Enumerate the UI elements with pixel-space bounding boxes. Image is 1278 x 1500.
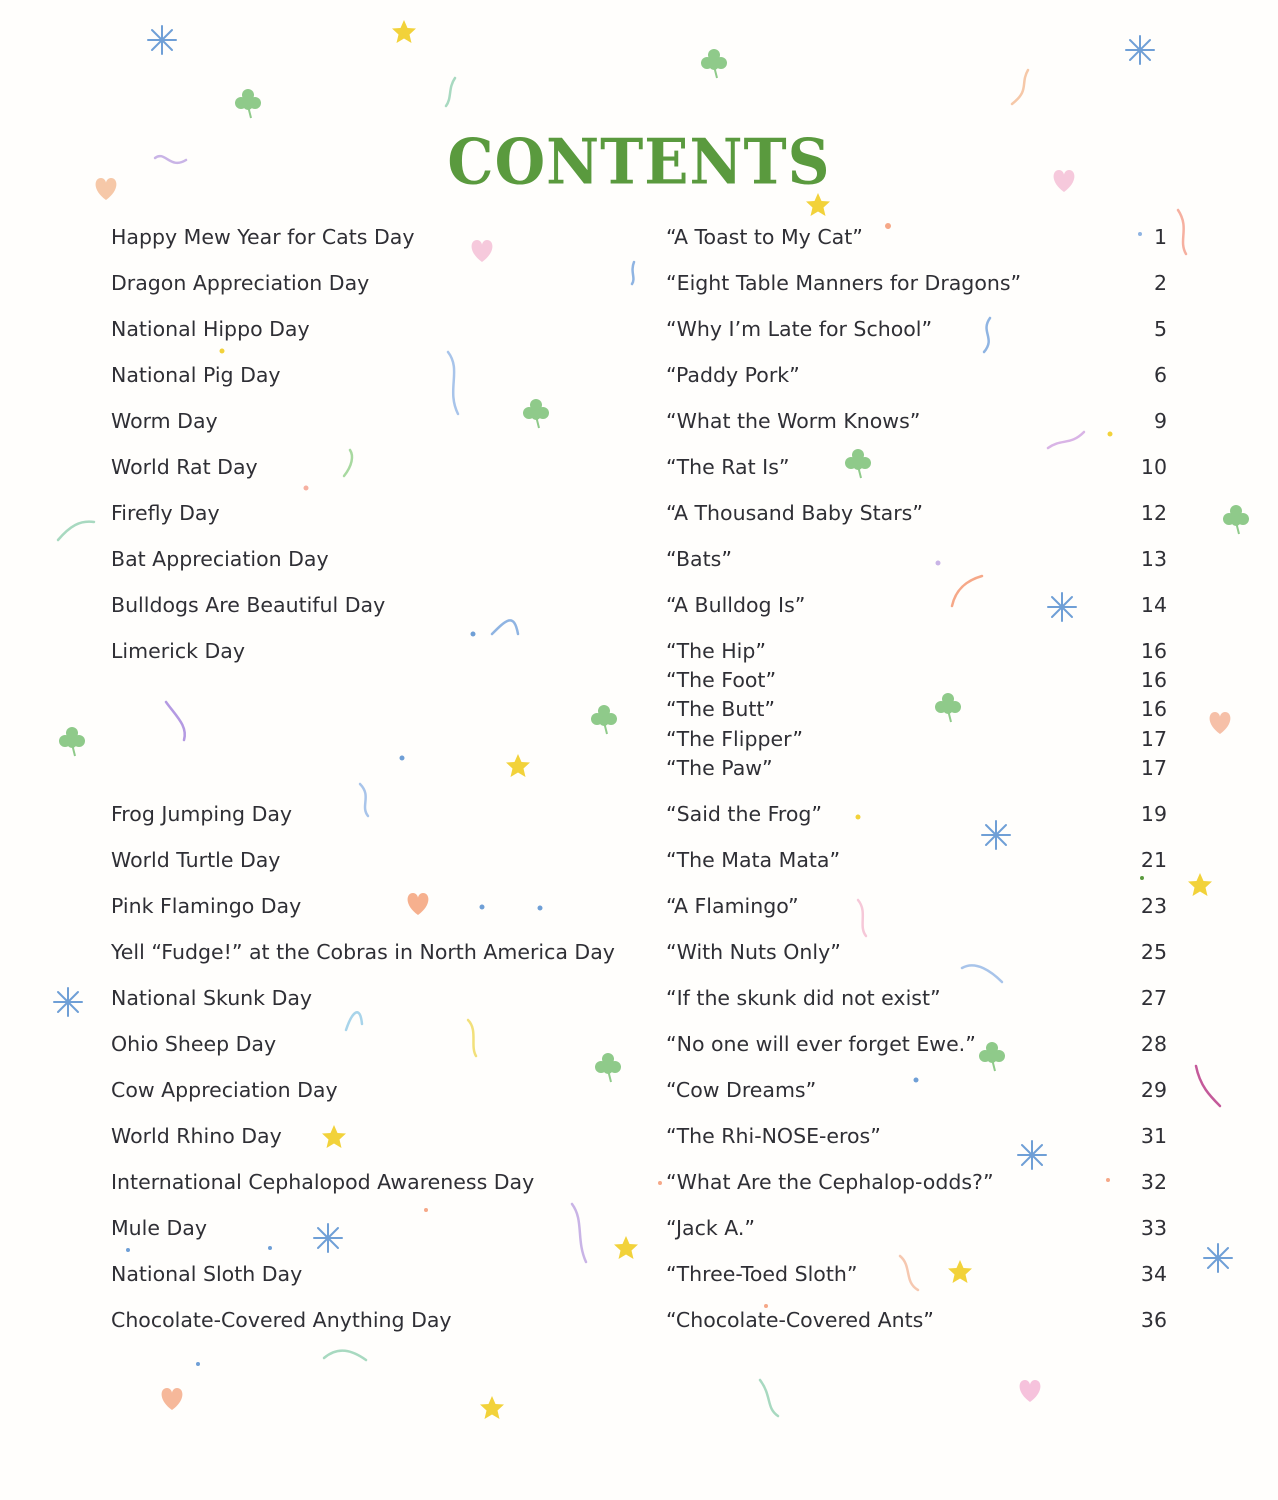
entry-page-number: 31 (1140, 1124, 1167, 1148)
contents-entry (0, 498, 1278, 528)
entry-poem-title: “Cow Dreams” (666, 1078, 817, 1102)
contents-entry (0, 360, 1278, 390)
entry-poem-title: “The Foot” (666, 668, 777, 692)
contents-entry (0, 845, 1278, 875)
contents-entry (0, 222, 1278, 252)
heart-icon (162, 1388, 183, 1410)
entry-day-name: Dragon Appreciation Day (111, 271, 370, 295)
entry-poem-title: “A Bulldog Is” (666, 593, 806, 617)
page-title: CONTENTS (447, 125, 831, 199)
contents-entry (0, 1259, 1278, 1289)
entry-page-number: 21 (1140, 848, 1167, 872)
contents-entry (0, 1075, 1278, 1105)
entry-day-name: World Rhino Day (111, 1124, 282, 1148)
entry-page-number: 36 (1140, 1308, 1167, 1332)
contents-entry (0, 1121, 1278, 1151)
entry-poem-title: “Chocolate-Covered Ants” (666, 1308, 934, 1332)
contents-entry (0, 314, 1278, 344)
entry-page-number: 16 (1140, 639, 1167, 663)
contents-entry (0, 452, 1278, 482)
entry-page-number: 17 (1140, 727, 1167, 751)
entry-day-name: Bulldogs Are Beautiful Day (111, 593, 386, 617)
entry-day-name: Happy Mew Year for Cats Day (111, 225, 415, 249)
snowflake-icon (148, 26, 176, 54)
entry-page-number: 6 (1153, 363, 1167, 387)
clover-icon (701, 49, 727, 78)
entry-poem-title: “The Hip” (666, 639, 767, 663)
clover-icon (235, 89, 261, 118)
entry-day-name: Chocolate-Covered Anything Day (111, 1308, 452, 1332)
entry-day-name: National Pig Day (111, 363, 281, 387)
contents-entry (0, 665, 1278, 695)
entry-poem-title: “A Thousand Baby Stars” (666, 501, 923, 525)
entry-poem-title: “Bats” (666, 547, 732, 571)
entry-page-number: 27 (1140, 986, 1167, 1010)
entry-poem-title: “Eight Table Manners for Dragons” (666, 271, 1022, 295)
contents-entry (0, 937, 1278, 967)
entry-day-name: Limerick Day (111, 639, 245, 663)
contents-entry (0, 1213, 1278, 1243)
entry-page-number: 10 (1140, 455, 1167, 479)
entry-page-number: 12 (1140, 501, 1167, 525)
entry-day-name: World Turtle Day (111, 848, 281, 872)
entry-poem-title: “No one will ever forget Ewe.” (666, 1032, 976, 1056)
heart-icon (1020, 1380, 1041, 1402)
entry-poem-title: “The Butt” (666, 697, 776, 721)
entry-poem-title: “The Rhi-NOSE-eros” (666, 1124, 881, 1148)
entry-day-name: Frog Jumping Day (111, 802, 293, 826)
entry-poem-title: “Jack A.” (666, 1216, 756, 1240)
entry-page-number: 28 (1140, 1032, 1167, 1056)
entry-page-number: 23 (1140, 894, 1167, 918)
entry-page-number: 1 (1153, 225, 1167, 249)
entry-page-number: 25 (1140, 940, 1167, 964)
entry-poem-title: “The Paw” (666, 756, 773, 780)
entry-page-number: 33 (1140, 1216, 1167, 1240)
entry-day-name: Yell “Fudge!” at the Cobras in North America Day (111, 940, 615, 964)
contents-entry (0, 1167, 1278, 1197)
contents-entry (0, 753, 1278, 783)
contents-entry (0, 724, 1278, 754)
entry-day-name: Firefly Day (111, 501, 220, 525)
entry-poem-title: “With Nuts Only” (666, 940, 841, 964)
entry-day-name: Bat Appreciation Day (111, 547, 329, 571)
contents-entry (0, 268, 1278, 298)
contents-entry (0, 636, 1278, 666)
star-icon (392, 20, 416, 43)
entry-day-name: Cow Appreciation Day (111, 1078, 338, 1102)
entry-poem-title: “If the skunk did not exist” (666, 986, 941, 1010)
contents-entry (0, 983, 1278, 1013)
entry-page-number: 19 (1140, 802, 1167, 826)
entry-page-number: 16 (1140, 668, 1167, 692)
entry-poem-title: “What Are the Cephalop-odds?” (666, 1170, 994, 1194)
entry-page-number: 13 (1140, 547, 1167, 571)
entry-poem-title: “Three-Toed Sloth” (666, 1262, 858, 1286)
entry-day-name: International Cephalopod Awareness Day (111, 1170, 535, 1194)
contents-entry (0, 406, 1278, 436)
entry-day-name: National Hippo Day (111, 317, 310, 341)
entry-day-name: Worm Day (111, 409, 218, 433)
entry-day-name: National Skunk Day (111, 986, 313, 1010)
entry-poem-title: “Paddy Pork” (666, 363, 800, 387)
entry-page-number: 34 (1140, 1262, 1167, 1286)
entry-day-name: World Rat Day (111, 455, 258, 479)
contents-entry (0, 590, 1278, 620)
contents-entry (0, 1305, 1278, 1335)
entry-poem-title: “The Flipper” (666, 727, 803, 751)
entry-poem-title: “A Toast to My Cat” (666, 225, 863, 249)
entry-page-number: 29 (1140, 1078, 1167, 1102)
entry-poem-title: “The Rat Is” (666, 455, 790, 479)
contents-entry (0, 799, 1278, 829)
entry-day-name: National Sloth Day (111, 1262, 303, 1286)
entry-page-number: 14 (1140, 593, 1167, 617)
contents-entry (0, 1029, 1278, 1059)
entry-poem-title: “What the Worm Knows” (666, 409, 921, 433)
entry-day-name: Mule Day (111, 1216, 207, 1240)
entry-page-number: 32 (1140, 1170, 1167, 1194)
snowflake-icon (1126, 36, 1154, 64)
entry-poem-title: “A Flamingo” (666, 894, 799, 918)
entry-poem-title: “The Mata Mata” (666, 848, 841, 872)
contents-entry (0, 694, 1278, 724)
entry-page-number: 2 (1153, 271, 1167, 295)
entry-day-name: Ohio Sheep Day (111, 1032, 277, 1056)
entry-page-number: 9 (1153, 409, 1167, 433)
entry-poem-title: “Why I’m Late for School” (666, 317, 933, 341)
entry-page-number: 17 (1140, 756, 1167, 780)
entry-page-number: 5 (1153, 317, 1167, 341)
contents-entry (0, 891, 1278, 921)
entry-page-number: 16 (1140, 697, 1167, 721)
contents-entry (0, 544, 1278, 574)
entry-poem-title: “Said the Frog” (666, 802, 823, 826)
entry-day-name: Pink Flamingo Day (111, 894, 302, 918)
star-icon (480, 1396, 504, 1419)
